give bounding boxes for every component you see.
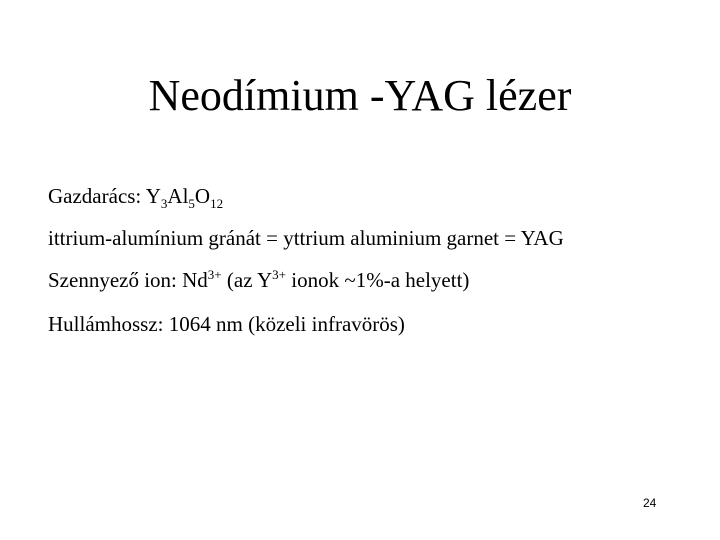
dopant-text-2: (az Y: [221, 268, 273, 292]
formula-al-subscript: 5: [188, 196, 195, 211]
formula-y: Y: [145, 184, 161, 208]
formula-y-subscript: 3: [160, 196, 168, 211]
y-charge-superscript: 3+: [272, 267, 287, 282]
yag-definition-line: ittrium-alumínium gránát = yttrium aluminium garnet = YAG: [48, 226, 564, 250]
page-number: 24: [643, 496, 657, 510]
formula-al: Al: [167, 184, 189, 208]
slide-title: Neodímium -YAG lézer: [148, 71, 572, 120]
dopant-text-3: ionok ~1%-a helyett): [286, 268, 470, 292]
formula-o: O: [194, 184, 211, 208]
dopant-text-1: Szennyező ion: Nd: [48, 268, 208, 292]
formula-o-subscript: 12: [210, 196, 224, 211]
dopant-ion-line: [48, 266, 469, 294]
wavelength-line: Hullámhossz: 1064 nm (közeli infravörös): [48, 312, 405, 336]
host-crystal-label: Gazdarács:: [48, 184, 146, 208]
nd-charge-superscript: 3+: [207, 267, 222, 282]
host-crystal-line: [48, 182, 223, 210]
